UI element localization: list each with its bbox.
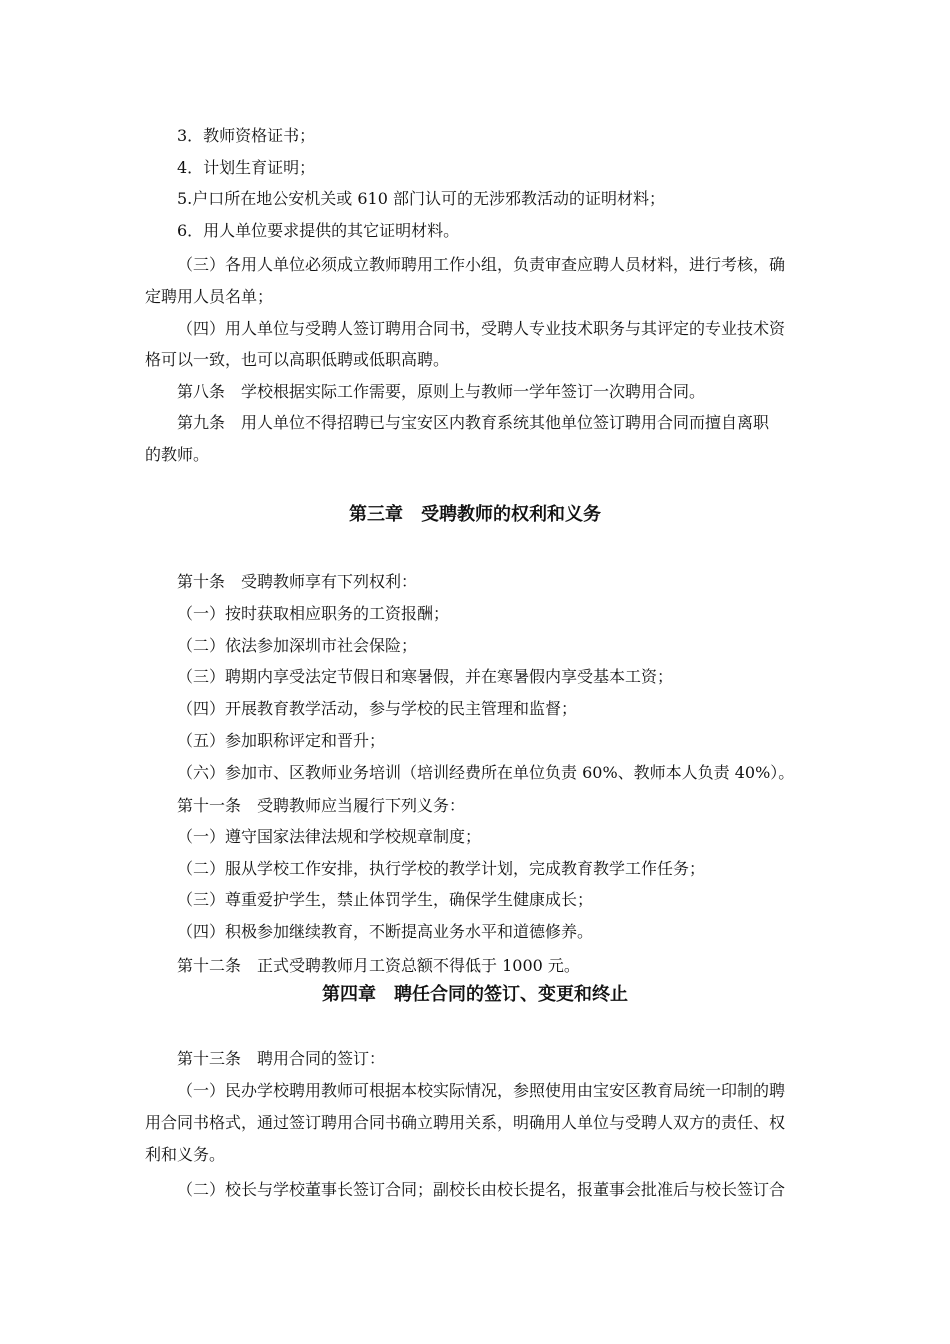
article-10: 第十条 受聘教师享有下列权利：: [177, 572, 418, 591]
article-13: 第十三条 聘用合同的签订：: [177, 1049, 386, 1068]
list-item: （二）服从学校工作安排，执行学校的教学计划，完成教育教学工作任务；: [177, 859, 706, 878]
list-item: 5.户口所在地公安机关或 610 部门认可的无涉邪教活动的证明材料；: [177, 189, 665, 208]
paragraph-line: （三）各用人单位必须成立教师聘用工作小组，负责审查应聘人员材料，进行考核，确: [177, 255, 786, 274]
list-item: （三）尊重爱护学生，禁止体罚学生，确保学生健康成长；: [177, 890, 594, 909]
list-item: （四）开展教育教学活动，参与学校的民主管理和监督；: [177, 699, 578, 718]
list-item: 6．用人单位要求提供的其它证明材料。: [177, 221, 460, 240]
paragraph-line: 格可以一致，也可以高职低聘或低职高聘。: [145, 350, 450, 369]
paragraph-line: （一）民办学校聘用教师可根据本校实际情况，参照使用由宝安区教育局统一印制的聘: [177, 1081, 786, 1100]
paragraph-line: 定聘用人员名单；: [145, 287, 274, 306]
paragraph-line: （二）校长与学校董事长签订合同；副校长由校长提名，报董事会批准后与校长签订合: [177, 1180, 786, 1199]
article-9: 第九条 用人单位不得招聘已与宝安区内教育系统其他单位签订聘用合同而擅自离职: [177, 413, 770, 432]
paragraph-line: 利和义务。: [145, 1145, 226, 1164]
list-item: 3．教师资格证书；: [177, 126, 316, 145]
article-11: 第十一条 受聘教师应当履行下列义务：: [177, 796, 466, 815]
list-item: （五）参加职称评定和晋升；: [177, 731, 386, 750]
list-item: （二）依法参加深圳市社会保险；: [177, 636, 418, 655]
article-12: 第十二条 正式受聘教师月工资总额不得低于 1000 元。: [177, 956, 580, 975]
paragraph-line: （四）用人单位与受聘人签订聘用合同书，受聘人专业技术职务与其评定的专业技术资: [177, 319, 786, 338]
article-8: 第八条 学校根据实际工作需要，原则上与教师一学年签订一次聘用合同。: [177, 382, 706, 401]
list-item: （四）积极参加继续教育，不断提高业务水平和道德修养。: [177, 922, 594, 941]
chapter-3-heading: 第三章 受聘教师的权利和义务: [349, 504, 601, 525]
list-item: （一）遵守国家法律法规和学校规章制度；: [177, 827, 482, 846]
list-item: （六）参加市、区教师业务培训（培训经费所在单位负责 60%、教师本人负责 40%）。: [177, 763, 795, 782]
paragraph-line: 用合同书格式，通过签订聘用合同书确立聘用关系，明确用人单位与受聘人双方的责任、权: [145, 1113, 786, 1132]
paragraph-line: 的教师。: [145, 445, 210, 464]
list-item: 4．计划生育证明；: [177, 158, 316, 177]
list-item: （一）按时获取相应职务的工资报酬；: [177, 604, 450, 623]
chapter-4-heading: 第四章 聘任合同的签订、变更和终止: [322, 984, 628, 1005]
list-item: （三）聘期内享受法定节假日和寒暑假，并在寒暑假内享受基本工资；: [177, 667, 674, 686]
